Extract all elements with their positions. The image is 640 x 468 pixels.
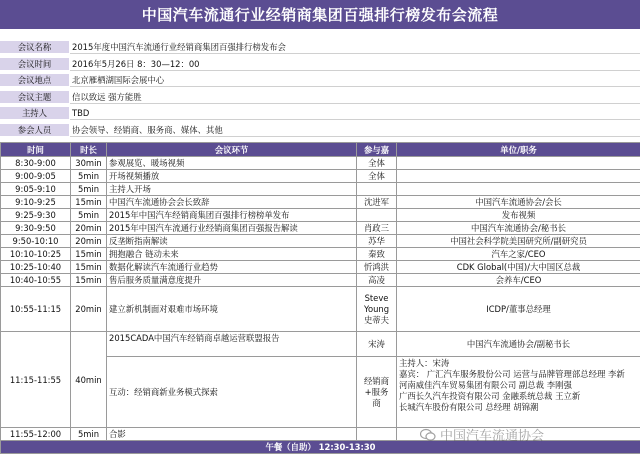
info-row (0, 91, 640, 104)
row-session: 合影 (107, 428, 357, 441)
row-time: 9:10-9:25 (1, 196, 71, 209)
row-guest: 沈进军 (357, 196, 397, 209)
row-unit: ICDP/董事总经理 (397, 287, 640, 332)
row-duration: 20min (71, 287, 107, 332)
row-time: 9:30-9:50 (1, 222, 71, 235)
table-row (1, 157, 640, 170)
row-session: 主持人开场 (107, 183, 357, 196)
table-row (1, 183, 640, 196)
row-duration: 40min (71, 332, 107, 428)
row-time: 11:55-12:00 (1, 428, 71, 441)
row-unit: 会养车/CEO (397, 274, 640, 287)
row-guest (357, 183, 397, 196)
info-value: 北京雁栖湖国际会展中心 (70, 74, 640, 87)
info-value: 信以致远 强方能胜 (70, 91, 640, 104)
info-value: 2015年度中国汽车流通行业经销商集团百强排行榜发布会 (70, 41, 640, 54)
row-unit: 中国社会科学院美国研究所/副研究员 (397, 235, 640, 248)
schedule-table (0, 142, 640, 454)
wechat-icon (420, 428, 436, 442)
row-duration: 5min (71, 183, 107, 196)
info-value: 2016年5月26日 8：30—12：00 (70, 58, 640, 71)
header-unit: 单位/职务 (397, 143, 640, 157)
row-time: 10:55-11:15 (1, 287, 71, 332)
row-guest: 苏华 (357, 235, 397, 248)
row-duration: 15min (71, 248, 107, 261)
row-duration: 15min (71, 196, 107, 209)
row-time: 9:00-9:05 (1, 170, 71, 183)
row-session: 中国汽车流通协会会长致辞 (107, 196, 357, 209)
lunch-banner: 午餐（自助） 12:30-13:30 (1, 441, 640, 454)
header-duration: 时长 (71, 143, 107, 157)
row-duration: 5min (71, 428, 107, 441)
info-row (0, 107, 640, 120)
info-label: 会议主题 (0, 91, 70, 104)
row-guest: 全体 (357, 170, 397, 183)
table-row (1, 274, 640, 287)
header-session: 会议环节 (107, 143, 357, 157)
row-time: 9:05-9:10 (1, 183, 71, 196)
table-row (1, 261, 640, 274)
row-session: 售后服务质量满意度提升 (107, 274, 357, 287)
table-row (1, 428, 640, 441)
row-unit: 发布视频 (397, 209, 640, 222)
page-title: 中国汽车流通行业经销商集团百强排行榜发布会流程 (0, 0, 640, 29)
row-guest: 忻鸿洪 (357, 261, 397, 274)
row-guest: 全体 (357, 157, 397, 170)
row-duration: 5min (71, 170, 107, 183)
header-time: 时间 (1, 143, 71, 157)
schedule-header-row (1, 143, 640, 157)
table-row (1, 332, 640, 357)
row-session: 2015CADA中国汽车经销商卓越运营联盟报告 (107, 332, 357, 357)
row-duration: 5min (71, 209, 107, 222)
row-guest: Steve Young 史蒂夫 (357, 287, 397, 332)
row-session: 拥抱融合 链动未来 (107, 248, 357, 261)
table-row (1, 235, 640, 248)
lunch-row (1, 441, 640, 454)
row-guest: 高凌 (357, 274, 397, 287)
row-time: 9:50-10:10 (1, 235, 71, 248)
row-duration: 15min (71, 274, 107, 287)
table-row (1, 196, 640, 209)
row-duration: 20min (71, 222, 107, 235)
row-session: 建立新机制面对艰难市场环境 (107, 287, 357, 332)
row-session: 数据化解读汽车流通行业趋势 (107, 261, 357, 274)
table-row (1, 248, 640, 261)
row-session: 反垄断指南解读 (107, 235, 357, 248)
row-time: 10:25-10:40 (1, 261, 71, 274)
row-unit: 中国汽车流通协会/秘书长 (397, 222, 640, 235)
info-label: 主持人 (0, 107, 70, 120)
row-session: 参观展览、暖场视频 (107, 157, 357, 170)
row-unit-panel: 主持人：宋涛 嘉宾： 广汇汽车服务股份公司 运营与品牌管理部总经理 李新 河南威佳汽车贸易集团有限公司 副总裁 李刚强 广西长久汽车投资有限公司 金融系统总裁 王立新 长城汽车股份有限公司 总经理 胡锦潮 (397, 357, 640, 428)
info-label: 会议时间 (0, 58, 70, 71)
row-unit: CDK Global(中国)/大中国区总裁 (397, 261, 640, 274)
row-session: 2015年中国汽车流通行业经销商集团百强报告解读 (107, 222, 357, 235)
header-guest: 参与嘉 (357, 143, 397, 157)
row-guest: 肖政三 (357, 222, 397, 235)
row-time: 10:10-10:25 (1, 248, 71, 261)
table-row (1, 287, 640, 332)
row-duration: 30min (71, 157, 107, 170)
watermark-text: 中国汽车流通协会 (440, 429, 545, 444)
info-row (0, 74, 640, 87)
info-row (0, 58, 640, 71)
row-time: 11:15-11:55 (1, 332, 71, 428)
row-unit (397, 157, 640, 170)
row-time: 8:30-9:00 (1, 157, 71, 170)
row-unit: 中国汽车流通协会/副秘书长 (397, 332, 640, 357)
info-label: 会议名称 (0, 41, 70, 54)
row-unit: 中国汽车流通协会/会长 (397, 196, 640, 209)
row-session: 2015年中国汽车经销商集团百强排行榜榜单发布 (107, 209, 357, 222)
table-row (1, 170, 640, 183)
row-guest (357, 209, 397, 222)
row-guest: 经销商 +服务 商 (357, 357, 397, 428)
row-guest (357, 428, 397, 441)
info-label: 会议地点 (0, 74, 70, 87)
row-session: 互动：经销商新业务模式探索 (107, 357, 357, 428)
row-duration: 20min (71, 235, 107, 248)
info-row (0, 124, 640, 137)
row-time: 9:25-9:30 (1, 209, 71, 222)
row-time: 10:40-10:55 (1, 274, 71, 287)
row-duration: 15min (71, 261, 107, 274)
table-row (1, 209, 640, 222)
info-row (0, 41, 640, 54)
row-guest: 宋涛 (357, 332, 397, 357)
watermark (420, 425, 544, 444)
row-guest: 秦致 (357, 248, 397, 261)
info-label: 参会人员 (0, 124, 70, 137)
info-value: TBD (70, 107, 640, 120)
table-row (1, 222, 640, 235)
info-value: 协会领导、经销商、服务商、媒体、其他 (70, 124, 640, 137)
row-unit: 汽车之家/CEO (397, 248, 640, 261)
row-unit (397, 183, 640, 196)
row-session: 开场视频播放 (107, 170, 357, 183)
row-unit (397, 170, 640, 183)
